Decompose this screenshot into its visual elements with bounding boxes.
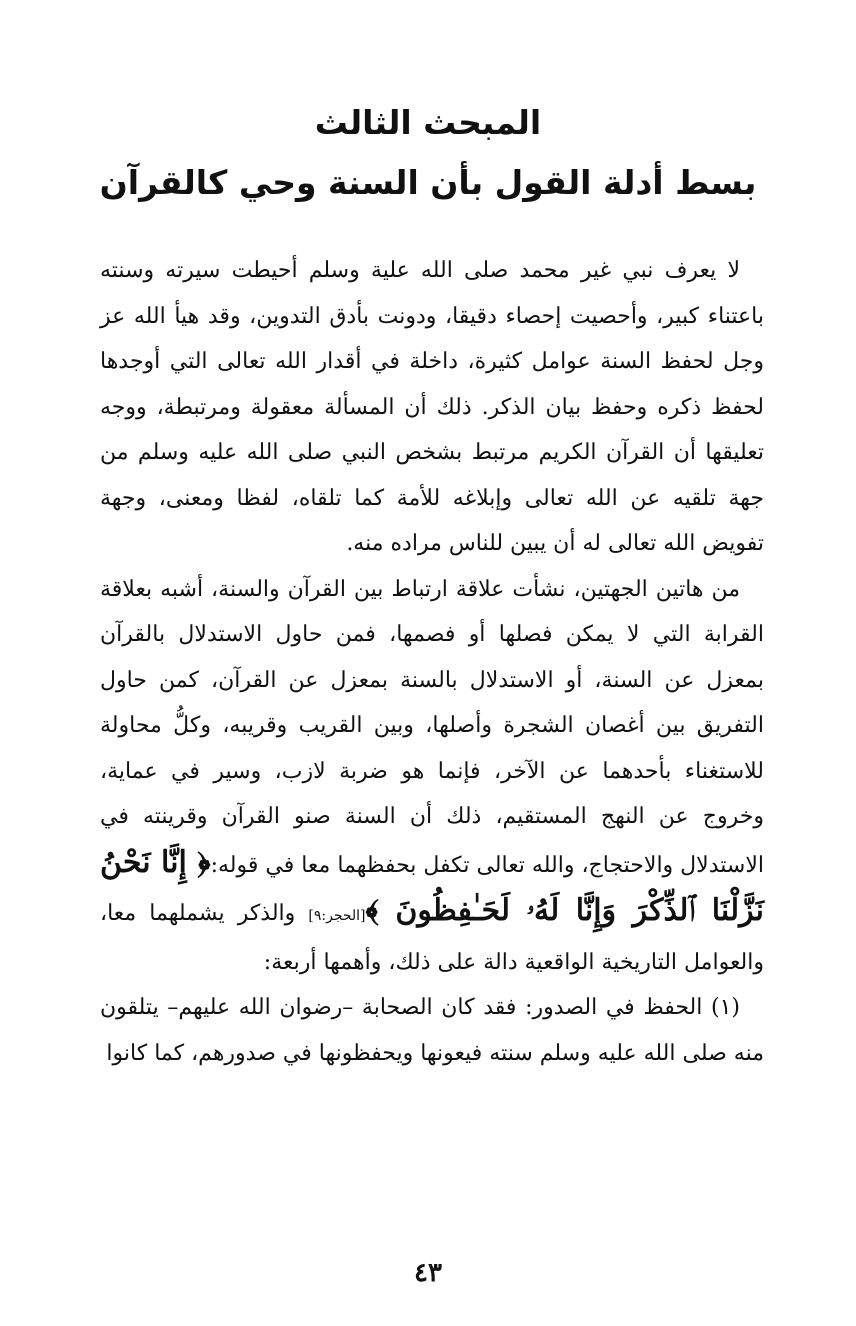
heading-block bbox=[0, 96, 856, 210]
paragraph-2 bbox=[100, 567, 764, 986]
paragraph-2-end: والذكر يشملهما معا، والعوامل التاريخية الواقعية دالة على ذلك، وأهمها أربعة: bbox=[100, 901, 764, 975]
section-subtitle: بسط أدلة القول بأن السنة وحي كالقرآن bbox=[99, 163, 757, 202]
body-text bbox=[100, 248, 764, 1076]
quran-verse: ﴿ إِنَّا نَحْنُ نَزَّلْنَا ٱلذِّكْرَ وَإِنَّا لَهُۥ لَحَـٰفِظُونَ ﴾ bbox=[100, 844, 764, 928]
paragraph-3: (١) الحفظ في الصدور: فقد كان الصحابة –رضوان الله عليهم– يتلقون منه صلى الله عليه وسلم سنته فيعونها ويحفظونها في صدورهم، كما كانوا bbox=[100, 995, 764, 1066]
page-number: ٤٣ bbox=[414, 1258, 442, 1288]
paragraph-1: لا يعرف نبي غير محمد صلى الله علية وسلم أحيطت سيرته وسنته باعتناء كبير، وأحصيت إحصاء دقيقا، ودونت بأدق التدوين، وقد هيأ الله عز وجل لحفظ السنة عوامل كثيرة، داخلة في أقدار الله تعالى التي أوجدها لحفظ ذكره وحفظ بيان الذكر. ذلك أن المسألة معقولة ومرتبطة، ووجه تعليقها أن القرآن الكريم مرتبط بشخص النبي صلى الله عليه وسلم من جهة تلقيه عن الله تعالى وإبلاغه للأمة كما تلقاه، لفظا ومعنى، وجهة تفويض الله تعالى له أن يبين للناس مراده منه. bbox=[100, 258, 765, 556]
quran-reference: [الحجر:٩] bbox=[308, 908, 366, 924]
paragraph-2-start: من هاتين الجهتين، نشأت علاقة ارتباط بين القرآن والسنة، أشبه بعلاقة القرابة التي لا يمكن فصلها أو فصمها، فمن حاول الاستدلال بالقرآن بمعزل عن السنة، أو الاستدلال بالسنة بمعزل عن القرآن، كمن حاول التفريق بين أغصان الشجرة وأصلها، وبين القريب وقريبه، وكلُّ محاولة للاستغناء بأحدهما عن الآخر، فإنما هو ضربة لازب، وسير في عماية، وخروج عن النهج المستقيم، ذلك أن السنة صنو القرآن وقرينته في الاستدلال والاحتجاج، والله تعالى تكفل بحفظهما معا في قوله: bbox=[100, 576, 765, 878]
section-title: المبحث الثالث bbox=[314, 103, 542, 142]
